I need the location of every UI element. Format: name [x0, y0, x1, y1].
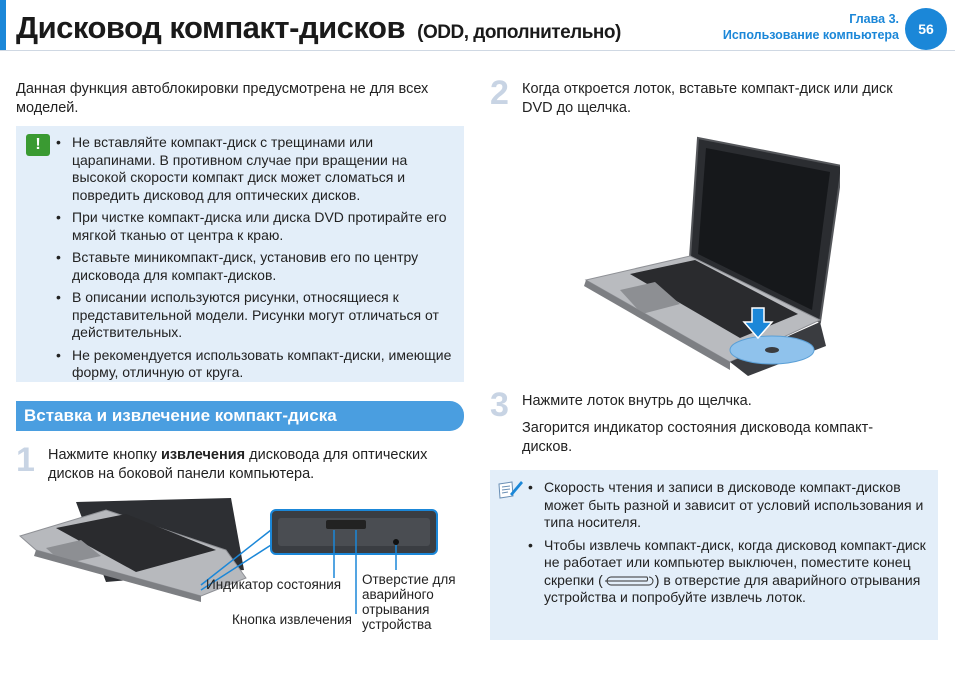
label-hole-line: аварийного [362, 587, 434, 602]
warning-item: • При чистке компакт-диска или диска DVD протирайте его мягкой тканью от центра к краю. [56, 209, 454, 244]
memo-list [528, 479, 932, 612]
intro-line-1: Данная функция автоблокировки предусмотрена не для всех [16, 81, 429, 97]
step-3-line-2: Загорится индикатор состояния дисковода компакт- [522, 420, 874, 436]
label-eject-button: Кнопка извлечения [232, 612, 352, 627]
memo-box [490, 470, 938, 640]
memo-item-text-before: Чтобы извлечь компакт-диск, когда дисковод компакт-диск не работает или компьютер выключен, поместите конец скрепки ( [544, 536, 926, 588]
page-title-main: Дисковод компакт-дисков [16, 10, 406, 45]
step-2-line-1: Когда откроется лоток, вставьте компакт-диск или диск [522, 81, 893, 97]
header-accent-bar [0, 0, 6, 50]
step-1-text-after: дисковода для оптических [245, 447, 428, 463]
step-1-text-bold: извлечения [160, 447, 246, 463]
step-3-line-3: дисков. [522, 439, 573, 455]
step-1-line-2: дисков на боковой панели компьютера. [48, 466, 315, 482]
eject-button [326, 520, 366, 529]
warning-box [16, 126, 464, 382]
warning-item: • В описании используются рисунки, относящиеся к представительной модели. Рисунки могут отличаться от действительных. [56, 289, 454, 342]
emergency-hole [393, 539, 399, 545]
page-number-badge: 56 [905, 8, 947, 50]
step-1-number: 1 [16, 441, 35, 479]
warning-list [56, 134, 454, 387]
page-title [16, 10, 621, 46]
warning-item: • Не вставляйте компакт-диск с трещинами или царапинами. В противном случае при вращении на высокой скорости компакт диск может сломаться и повредить дисковод для оптических дисков. [56, 134, 454, 204]
page-title-sub: (ODD, дополнительно) [417, 22, 621, 43]
header-divider [0, 50, 955, 51]
memo-item-text-after: ) в отверстие для аварийного отрывания устройства и попробуйте извлечь лоток. [544, 571, 921, 605]
cd-disc-hole [765, 347, 779, 353]
step-1-text-before: Нажмите кнопку [48, 447, 161, 463]
warning-item: • Не рекомендуется использовать компакт-диски, имеющие форму, отличную от круга. [56, 347, 454, 382]
step-2-number: 2 [490, 74, 509, 112]
intro-text [16, 80, 466, 118]
chapter-label [723, 11, 899, 43]
section-header [16, 401, 464, 431]
step-1-text [48, 446, 468, 484]
label-emergency-hole [362, 572, 456, 632]
chapter-number: Глава 3. [849, 12, 899, 26]
label-hole-line: устройства [362, 617, 432, 632]
intro-line-2: моделей. [16, 100, 79, 116]
label-indicator: Индикатор состояния [206, 577, 342, 592]
memo-item [528, 537, 932, 607]
step-3-text [522, 392, 942, 457]
step-3-line-1: Нажмите лоток внутрь до щелчка. [522, 393, 752, 409]
step-3-number: 3 [490, 386, 509, 424]
warning-icon: ! [26, 134, 50, 156]
memo-pencil-icon [496, 478, 524, 500]
section-title: Вставка и извлечение компакт-диска [24, 406, 337, 425]
step-2-text [522, 80, 942, 118]
warning-item: • Вставьте миникомпакт-диск, установив его по центру дисковода для компакт-дисков. [56, 249, 454, 284]
chapter-title: Использование компьютера [722, 28, 899, 42]
memo-item: • Скорость чтения и записи в дисководе компакт-дисков может быть разной и зависит от условий использования и типа носителя. [528, 479, 932, 532]
label-hole-line: Отверстие для [362, 572, 456, 587]
step-2-line-2: DVD до щелчка. [522, 100, 631, 116]
label-hole-line: отрывания [362, 602, 430, 617]
paperclip-icon [603, 576, 655, 586]
laptop-disc-illustration [580, 132, 840, 382]
step-1-line-1 [48, 446, 468, 465]
